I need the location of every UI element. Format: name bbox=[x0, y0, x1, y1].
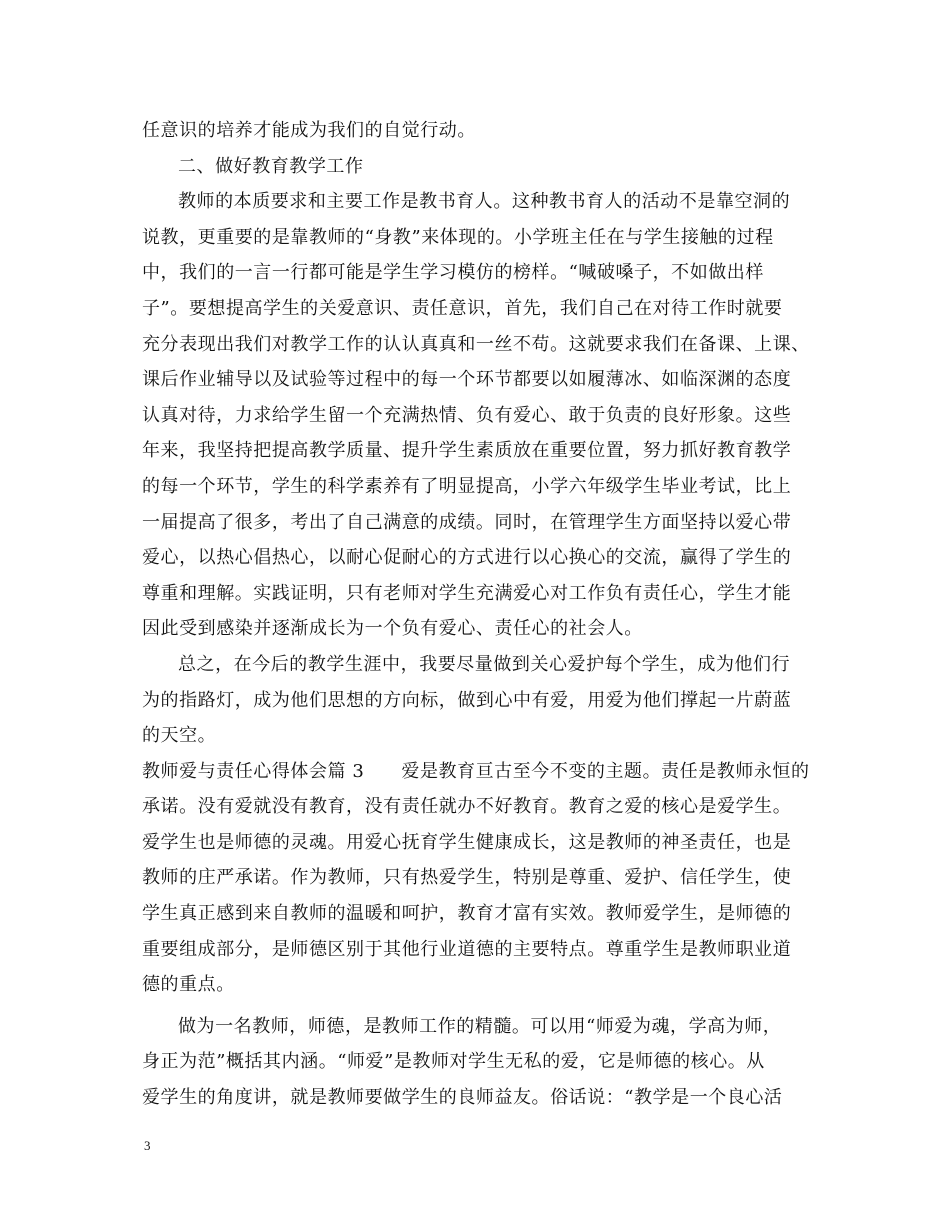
text-line: 的天空。 bbox=[142, 725, 217, 747]
text-line: 说教，更重要的是靠教师的“身教”来体现的。小学班主任在与学生接触的过程 bbox=[142, 226, 774, 248]
text-line: 教师的本质要求和主要工作是教书育人。这种教书育人的活动不是靠空洞的 bbox=[178, 191, 791, 213]
text-line: 任意识的培养才能成为我们的自觉行动。 bbox=[142, 120, 476, 141]
text-line: 教师的庄严承诺。作为教师，只有热爱学生，特别是尊重、爱护、信任学生，使 bbox=[142, 867, 792, 889]
text-line: 总之，在今后的教学生涯中，我要尽量做到关心爱护每个学生，成为他们行 bbox=[178, 653, 791, 675]
text-line: 为的指路灯，成为他们思想的方向标，做到心中有爱，用爱为他们撑起一片蔚蓝 bbox=[142, 689, 792, 711]
text-line: 中，我们的一言一行都可能是学生学习模仿的榜样。“喊破嗓子，不如做出样 bbox=[142, 262, 764, 284]
text-line: 身正为范”概括其内涵。“师爱”是教师对学生无私的爱，它是师德的核心。从 bbox=[142, 1051, 765, 1073]
section-heading: 二、做好教育教学工作 bbox=[178, 155, 364, 177]
text-line: 学生真正感到来自教师的温暖和呵护，教育才富有实效。教师爱学生，是师德的 bbox=[142, 903, 792, 925]
text-line: 爱学生也是师德的灵魂。用爱心抚育学生健康成长，这是教师的神圣责任，也是 bbox=[142, 831, 792, 853]
text-line: 爱学生的角度讲，就是教师要做学生的良师益友。俗话说：“教学是一个良心活 bbox=[142, 1087, 783, 1109]
page-number: 3 bbox=[144, 1138, 151, 1153]
text-line: 重要组成部分，是师德区别于其他行业道德的主要特点。尊重学生是教师职业道 bbox=[142, 938, 792, 960]
text-line: 尊重和理解。实践证明，只有老师对学生充满爱心对工作负有责任心，学生才能 bbox=[142, 582, 792, 604]
text-line: 爱心，以热心倡热心，以耐心促耐心的方式进行以心换心的交流，赢得了学生的 bbox=[142, 547, 792, 569]
text-line: 的每一个环节，学生的科学素养有了明显提高，小学六年级学生毕业考试，比上 bbox=[142, 475, 792, 497]
text-line: 年来，我坚持把提高教学质量、提升学生素质放在重要位置，努力抓好教育教学 bbox=[142, 440, 792, 462]
text-line: 一届提高了很多，考出了自己满意的成绩。同时，在管理学生方面坚持以爱心带 bbox=[142, 511, 792, 533]
text-line: 认真对待，力求给学生留一个充满热情、负有爱心、敢于负责的良好形象。这些 bbox=[142, 404, 792, 426]
article-title-line: 教师爱与责任心得体会篇 3 爱是教育亘古至今不变的主题。责任是教师永恒的 bbox=[142, 760, 810, 782]
document-body bbox=[142, 113, 822, 1116]
text-line: 充分表现出我们对教学工作的认认真真和一丝不苟。这就要求我们在备课、上课、 bbox=[142, 333, 810, 355]
text-line: 因此受到感染并逐渐成长为一个负有爱心、责任心的社会人。 bbox=[142, 618, 643, 640]
text-line: 德的重点。 bbox=[142, 974, 235, 996]
text-line: 做为一名教师，师德，是教师工作的精髓。可以用“师爱为魂，学高为师， bbox=[178, 1015, 782, 1037]
text-line: 承诺。没有爱就没有教育，没有责任就办不好教育。教育之爱的核心是爱学生。 bbox=[142, 796, 792, 818]
text-line: 课后作业辅导以及试验等过程中的每一个环节都要以如履薄冰、如临深渊的态度 bbox=[142, 369, 792, 391]
text-line: 子”。要想提高学生的关爱意识、责任意识，首先，我们自己在对待工作时就要 bbox=[142, 297, 783, 319]
